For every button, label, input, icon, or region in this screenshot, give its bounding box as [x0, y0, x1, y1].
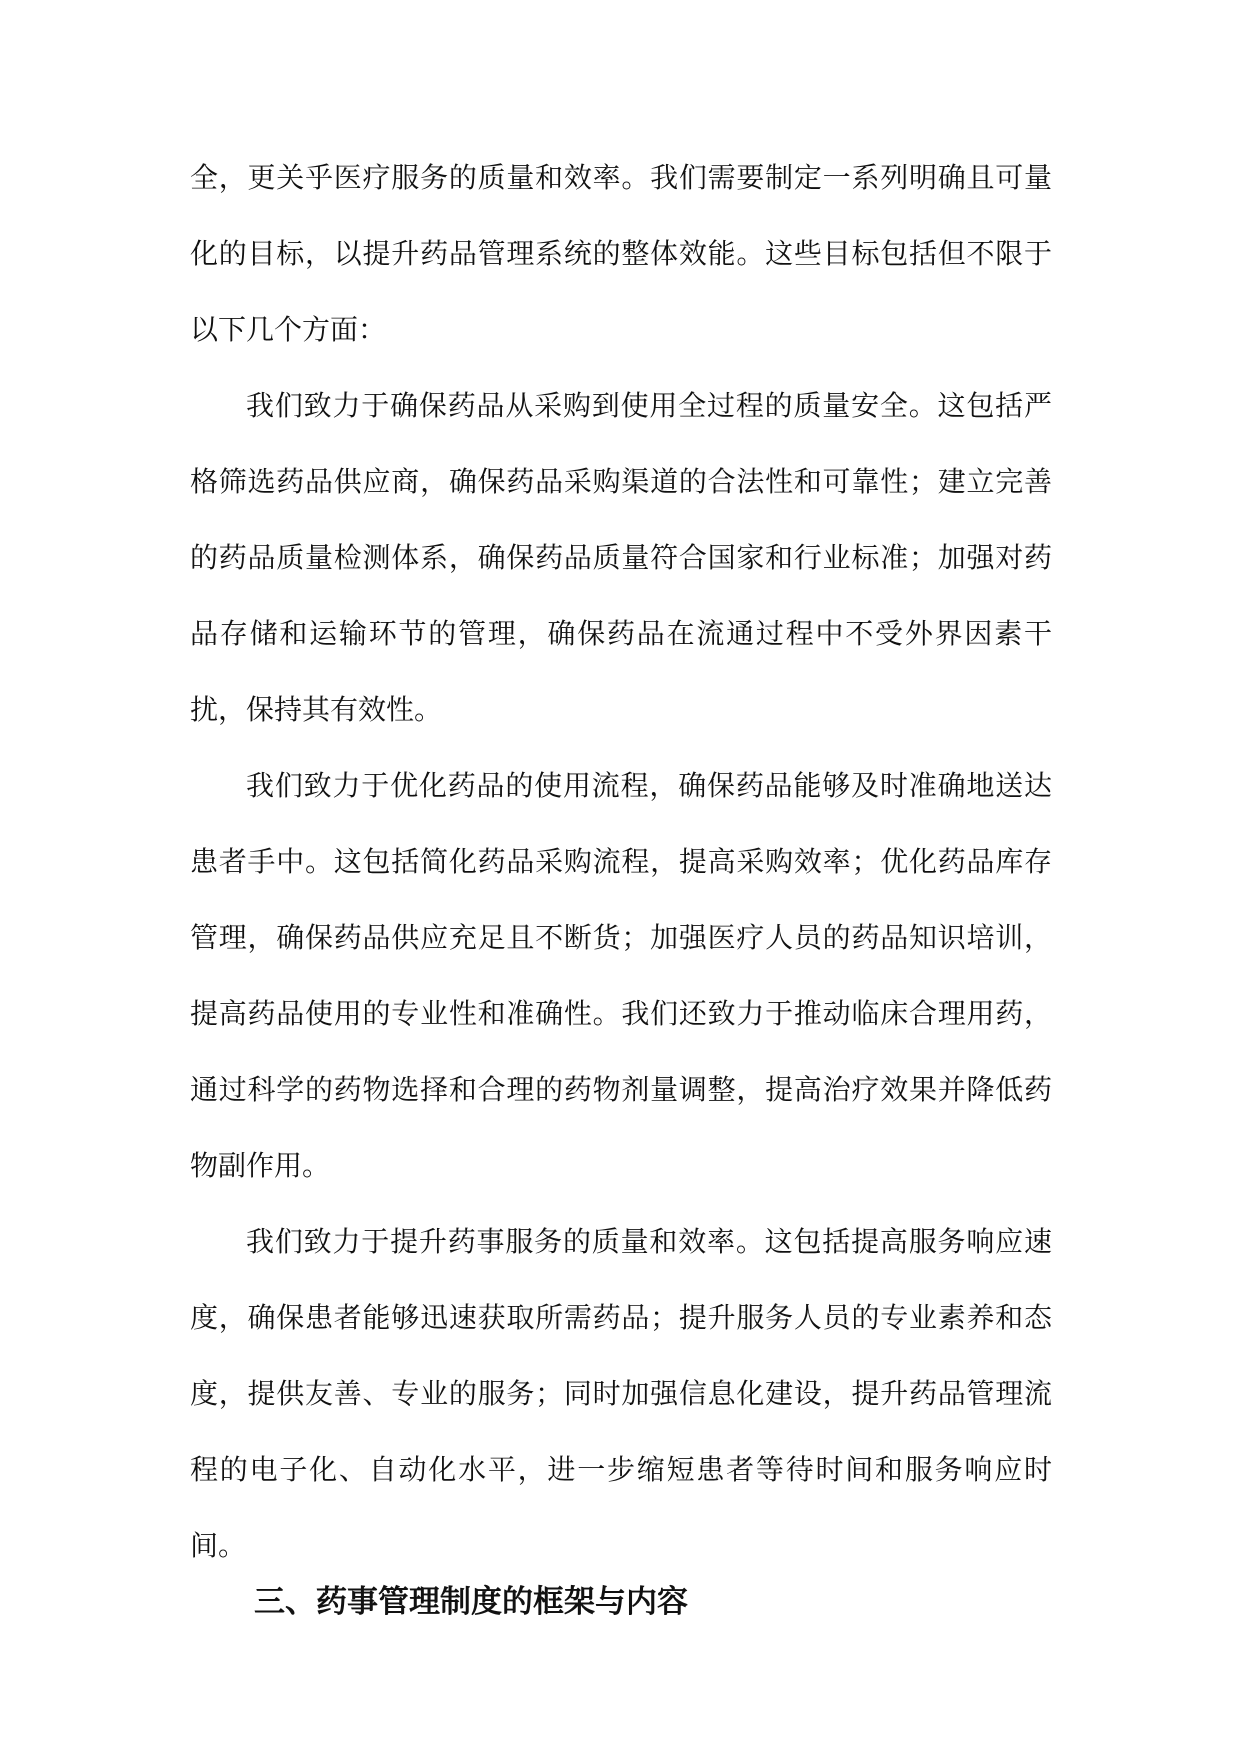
paragraph-continuation: 全，更关乎医疗服务的质量和效率。我们需要制定一系列明确且可量化的目标，以提升药品管理系统的整体效能。这些目标包括但不限于以下几个方面： — [190, 161, 1052, 346]
paragraph-usage-process: 我们致力于优化药品的使用流程，确保药品能够及时准确地送达患者手中。这包括简化药品采购流程，提高采购效率；优化药品库存管理，确保药品供应充足且不断货；加强医疗人员的药品知识培训，提高药品使用的专业性和准确性。我们还致力于推动临床合理用药，通过科学的药物选择和合理的药物剂量调整，提高治疗效果并降低药物副作用。 — [190, 769, 1052, 1182]
body-text — [190, 140, 1052, 1584]
section-heading: 三、药事管理制度的框架与内容 — [254, 1584, 688, 1620]
paragraph-service-quality: 我们致力于提升药事服务的质量和效率。这包括提高服务响应速度，确保患者能够迅速获取所需药品；提升服务人员的专业素养和态度，提供友善、专业的服务；同时加强信息化建设，提升药品管理流程的电子化、自动化水平，进一步缩短患者等待时间和服务响应时间。 — [190, 1225, 1052, 1562]
paragraph-quality-safety: 我们致力于确保药品从采购到使用全过程的质量安全。这包括严格筛选药品供应商，确保药品采购渠道的合法性和可靠性；建立完善的药品质量检测体系，确保药品质量符合国家和行业标准；加强对药品存储和运输环节的管理，确保药品在流通过程中不受外界因素干扰，保持其有效性。 — [190, 389, 1052, 726]
